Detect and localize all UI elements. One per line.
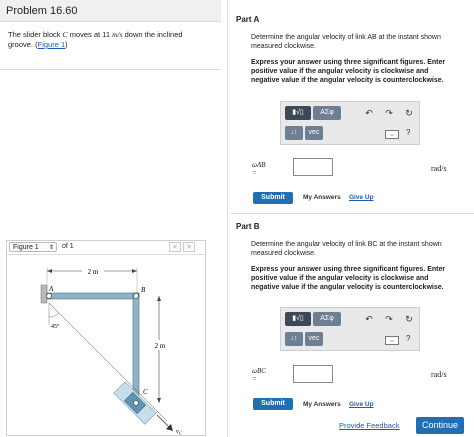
reset-icon[interactable]: ↻	[405, 314, 413, 324]
instruction-line: negative value if the angular velocity is counterclockwise.	[251, 284, 444, 291]
give-up-link-a[interactable]: Give Up	[349, 194, 374, 201]
sort-button[interactable]: ↓↑	[285, 126, 303, 140]
figure-panel	[6, 240, 206, 436]
problem-title: Problem 16.60	[0, 0, 221, 22]
problem-statement	[0, 22, 221, 70]
answer-input-bc[interactable]	[293, 365, 333, 383]
dim-top-label: 2 m	[87, 268, 99, 276]
link-ab	[47, 293, 139, 299]
sort-button[interactable]: ↓↑	[285, 332, 303, 346]
figure-prev-button[interactable]: <	[169, 242, 181, 252]
provide-feedback-link[interactable]: Provide Feedback	[339, 421, 400, 430]
pin-a	[47, 294, 52, 299]
help-icon[interactable]: ?	[406, 128, 411, 137]
figure-link[interactable]: Figure 1	[37, 40, 66, 49]
statement-text: moves at 11	[67, 30, 113, 39]
figure-select[interactable]	[9, 242, 57, 252]
math-toolbar-b	[280, 307, 420, 351]
question-line: Determine the angular velocity of link BC at the instant shown	[251, 241, 442, 248]
math-toolbar-a	[280, 101, 420, 145]
statement-text: The slider block	[8, 30, 63, 39]
answer-input-ab[interactable]	[293, 158, 333, 176]
instruction-line: positive value if the angular velocity is clockwise and	[251, 275, 429, 282]
templates-button[interactable]: ▮√▯	[285, 312, 311, 326]
greek-button[interactable]: ΑΣφ	[313, 106, 341, 120]
instruction-line: negative value if the angular velocity is counterclockwise.	[251, 77, 444, 84]
instruction-line: Express your answer using three significant figures. Enter	[251, 266, 446, 273]
part-b-instructions	[251, 265, 445, 292]
vec-button[interactable]: vec	[305, 126, 323, 140]
statement-text: )	[65, 40, 68, 49]
question-line: measured clockwise.	[251, 43, 316, 50]
label-a: A	[49, 285, 54, 293]
groove-line	[49, 303, 167, 421]
greek-button[interactable]: ΑΣφ	[313, 312, 341, 326]
question-line: measured clockwise.	[251, 250, 316, 257]
undo-icon[interactable]: ↶	[365, 314, 373, 324]
my-answers-b[interactable]: My Answers	[303, 401, 341, 408]
velocity-label: $v_C$	[176, 428, 182, 435]
submit-button-b[interactable]: Submit	[253, 398, 293, 410]
unit-label: rad/s	[431, 370, 447, 379]
label-c: C	[143, 388, 148, 396]
keyboard-icon[interactable]: ▭	[385, 130, 399, 139]
help-icon[interactable]: ?	[406, 334, 411, 343]
part-a-heading: Part A	[236, 15, 260, 24]
part-separator	[230, 213, 474, 214]
reset-icon[interactable]: ↻	[405, 108, 413, 118]
column-divider	[227, 0, 228, 437]
omega-bc-label	[252, 367, 266, 383]
statement-text: groove. (	[8, 40, 38, 49]
angle-label: 45°	[51, 324, 60, 330]
statement-var: C	[62, 30, 68, 39]
question-line: Determine the angular velocity of link AB at the instant shown	[251, 34, 441, 41]
wall-support	[41, 285, 47, 303]
statement-unit: m/s	[112, 30, 123, 39]
dim-side-label: 2 m	[154, 342, 166, 350]
equals-sign: =	[252, 375, 257, 383]
omega-ab-label	[252, 161, 266, 177]
statement-text: down the inclined	[122, 30, 183, 39]
unit-label: rad/s	[431, 164, 447, 173]
part-b-question	[251, 240, 442, 258]
instruction-line: positive value if the angular velocity is clockwise and	[251, 68, 429, 75]
keyboard-icon[interactable]: ▭	[385, 336, 399, 345]
part-b-heading: Part B	[236, 222, 260, 231]
var-label: ωBC	[252, 367, 266, 375]
redo-icon[interactable]: ↷	[385, 314, 393, 324]
figure-count: of 1	[62, 243, 74, 250]
instruction-line: Express your answer using three significant figures. Enter	[251, 59, 446, 66]
figure-toolbar	[7, 241, 205, 255]
pin-c	[134, 401, 139, 406]
link-bc	[133, 293, 139, 403]
part-a-question	[251, 33, 441, 51]
var-label: ωAB	[252, 161, 266, 169]
figure-next-button[interactable]: >	[183, 242, 195, 252]
undo-icon[interactable]: ↶	[365, 108, 373, 118]
figure-select-value: Figure 1	[13, 244, 39, 251]
submit-button-a[interactable]: Submit	[253, 192, 293, 204]
continue-button[interactable]: Continue	[416, 417, 464, 434]
my-answers-a[interactable]: My Answers	[303, 194, 341, 201]
select-arrows-icon: ⇕	[48, 245, 54, 251]
label-b: B	[141, 286, 146, 294]
mechanism-figure	[7, 255, 205, 435]
equals-sign: =	[252, 169, 257, 177]
templates-button[interactable]: ▮√▯	[285, 106, 311, 120]
vec-button[interactable]: vec	[305, 332, 323, 346]
pin-b	[134, 294, 139, 299]
part-a-instructions	[251, 58, 445, 85]
redo-icon[interactable]: ↷	[385, 108, 393, 118]
give-up-link-b[interactable]: Give Up	[349, 401, 374, 408]
